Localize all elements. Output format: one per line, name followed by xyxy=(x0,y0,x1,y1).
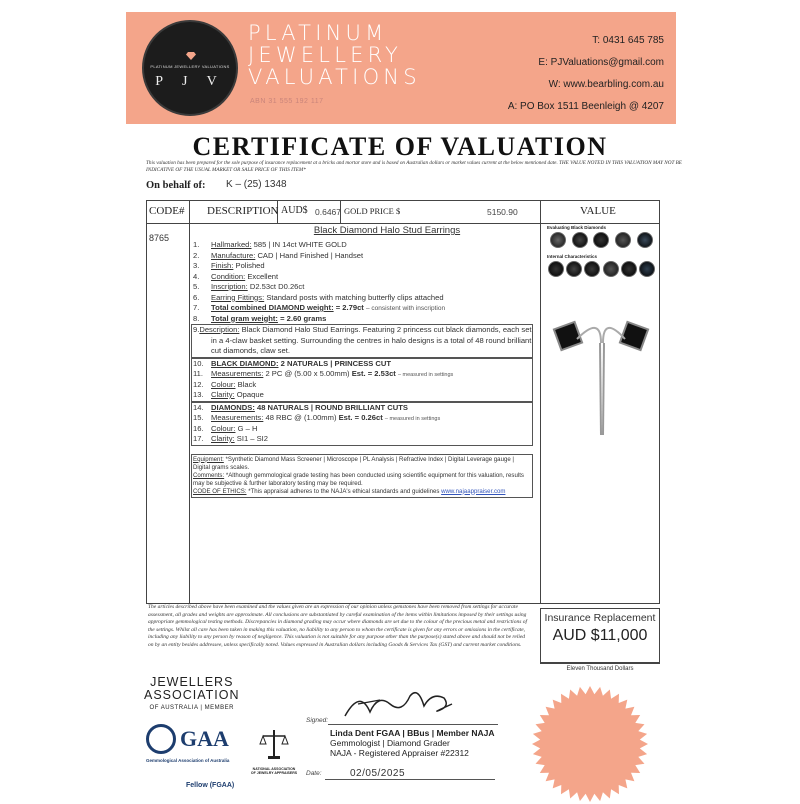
swatch-title-2: Internal Characteristics xyxy=(547,254,598,259)
phone: T: 0431 645 785 xyxy=(592,35,664,46)
abn-number: ABN 31 555 192 117 xyxy=(250,98,324,105)
detail-line: 1. Hallmarked: 585 | IN 14ct WHITE GOLD xyxy=(193,240,347,249)
naja-link[interactable]: www.najaappraiser.com xyxy=(441,487,506,495)
insurance-words: Eleven Thousand Dollars xyxy=(566,666,634,672)
letterhead xyxy=(126,12,676,124)
logo-monogram: P J V xyxy=(155,74,225,89)
col-aud: AUD$ xyxy=(281,205,308,216)
website[interactable]: W: www.bearbling.com.au xyxy=(548,79,664,90)
col-description: DESCRIPTION xyxy=(207,205,279,217)
item-details xyxy=(193,240,537,498)
contact-block xyxy=(508,30,664,118)
ja-line-3: OF AUSTRALIA | MEMBER xyxy=(149,705,234,711)
item-title: Black Diamond Halo Stud Earrings xyxy=(313,225,461,236)
swatch-row-2 xyxy=(543,261,660,277)
gaa-emblem-icon xyxy=(146,724,176,754)
postal-address: A: PO Box 1511 Beenleigh @ 4207 xyxy=(507,101,664,112)
jewellers-association-logo xyxy=(144,676,240,715)
certificate-title: CERTIFICATE OF VALUATION xyxy=(192,132,608,161)
pjv-logo xyxy=(142,20,238,116)
detail-line: 2. Manufacture: CAD | Hand Finished | Handset xyxy=(193,250,364,260)
valuation-table xyxy=(146,200,660,604)
brand-line-1: PLATINUM xyxy=(248,21,388,45)
detail-line: 7. Total combined DIAMOND weight: = 2.79ct – consistent with inscription xyxy=(193,303,446,312)
item-code: 8765 xyxy=(149,233,170,243)
brand-line-3: VALUATIONS xyxy=(248,65,421,89)
bottom-disclaimer: The articles described above have been examined and the values given are an expression of our opinion unless gemstones have been removed from settings for accurate assessment, all grades and weights are approximate. All conclusions are substantiated by careful examination of the items within limitations imposed by their settings using appropriate gemmological testing methods. Discrepancies in diamond grading may occur where diamonds are set due to the colour of the precious metal and restrictions of the settings. Whilst all care has been taken in making this valuation, no liability to any person to whom the certificate is given for any errors or omissions in the certificate, including any liability to any person by reason of negligence. This valuation is not suitable for any purpose other than the purpose(s) stated above and should not be relied on by an entity besides addressee, unless specifically noted. Values expressed in Australian dollars including Goods & Services Tax (GST) and current market conditions. xyxy=(148,604,527,648)
swatch-title-1: Evaluating Black Diamonds xyxy=(547,225,607,230)
signer-name: Linda Dent FGAA | BBus | Member NAJA xyxy=(330,728,495,738)
behalf-value: K – (25) 1348 xyxy=(226,179,287,190)
gaa-logo xyxy=(146,724,242,789)
gold-value: 5150.90 xyxy=(487,207,518,217)
date-value: 02/05/2025 xyxy=(350,768,406,779)
value-column-images xyxy=(543,223,660,440)
insurance-box xyxy=(540,608,660,664)
gaa-fellow: Fellow (FGAA) xyxy=(186,782,235,789)
gaa-subtitle: Gemmological Association of Australia xyxy=(146,758,230,763)
gaa-text: GAA xyxy=(180,726,229,751)
detail-line: 4. Condition: Excellent xyxy=(193,271,279,281)
ja-line-1: JEWELLERS xyxy=(150,675,234,689)
brand-name xyxy=(248,22,421,88)
naja-logo xyxy=(250,728,298,775)
col-code: CODE# xyxy=(149,205,185,217)
detail-line: 3. Finish: Polished xyxy=(193,261,265,270)
signed-label: Signed: xyxy=(306,717,329,724)
insurance-label: Insurance Replacement xyxy=(544,612,656,624)
detail-line: 6. Earring Fittings: Standard posts with matching butterfly clips attached xyxy=(193,292,444,302)
behalf-label: On behalf of: xyxy=(146,180,206,191)
email[interactable]: E: PJValuations@gmail.com xyxy=(538,57,664,68)
certificate-page xyxy=(120,12,680,792)
black-diamond-section: 10. BLACK DIAMOND: 2 NATURALS | PRINCESS CUT 11. Measurements: 2 PC @ (5.00 x 5.00mm) Est. = 2.53ct – measured in settings 12. Colour: Black 13. Clarity: Opaque xyxy=(191,358,533,402)
seal-icon xyxy=(530,684,650,804)
ja-line-2: ASSOCIATION xyxy=(144,688,240,702)
top-disclaimer: This valuation has been prepared for the sole purpose of insurance replacement at a bricks and mortar store and is based on Australian dollars or market values current at the below mentioned date. THE VALUE NOTED IN THIS VALUATION MAY NOT BE INDICATIVE OF THE USUAL MARKET OR SALE PRICE OF THIS ITEM* xyxy=(146,160,682,173)
brand-line-2: JEWELLERY xyxy=(248,43,403,67)
naja-caption: NATIONAL ASSOCIATION OF JEWELRY APPRAISERS xyxy=(250,767,298,775)
equipment-notes: Equipment: *Synthetic Diamond Mass Screener | Microscope | PL Analysis | Refractive Index | Digital Leverage gauge | Digital grams scales. Comments: *Although gemmological grade testing has been conducted using scientific equipment for this valuation, results may be subjective & further laboratory testing may be required. CODE OF ETHICS: *This appraisal adheres to the NAJA's ethical standards and guidelines www.najaappraiser.com xyxy=(191,454,533,498)
signer-block xyxy=(330,728,495,758)
logo-arc-text: PLATINUM JEWELLERY VALUATIONS xyxy=(150,64,230,69)
swatch-row-1 xyxy=(543,232,660,248)
scales-icon xyxy=(259,728,289,760)
insurance-amount: AUD $11,000 xyxy=(552,627,648,644)
col-value: VALUE xyxy=(580,205,616,217)
detail-line: 5. Inscription: D2.53ct D0.26ct xyxy=(193,282,305,291)
diamonds-section: 14. DIAMONDS: 48 NATURALS | ROUND BRILLIANT CUTS 15. Measurements: 48 RBC @ (1.00mm) Est. = 0.26ct – measured in settings 16. Colour: G – H 17. Clarity: SI1 – SI2 xyxy=(191,402,533,446)
signer-registration: NAJA - Registered Appraiser #22312 xyxy=(330,748,469,758)
earring-image xyxy=(543,315,660,435)
col-gold-price: GOLD PRICE $ xyxy=(344,206,401,216)
signature-image xyxy=(340,684,470,724)
detail-line: 8. Total gram weight: = 2.60 grams xyxy=(193,313,327,323)
description-section: 9.Description: Black Diamond Halo Stud Earrings. Featuring 2 princess cut black diamonds, each set in a 4-claw basket setting. Surrounding the centres in halo designs is a total of 48 round brilliant cut diamonds, claw set. xyxy=(191,324,533,358)
diamond-icon xyxy=(186,52,196,60)
date-label: Date: xyxy=(306,770,322,777)
signer-role: Gemmologist | Diamond Grader xyxy=(330,738,450,748)
aud-value: 0.6467 xyxy=(315,207,341,217)
